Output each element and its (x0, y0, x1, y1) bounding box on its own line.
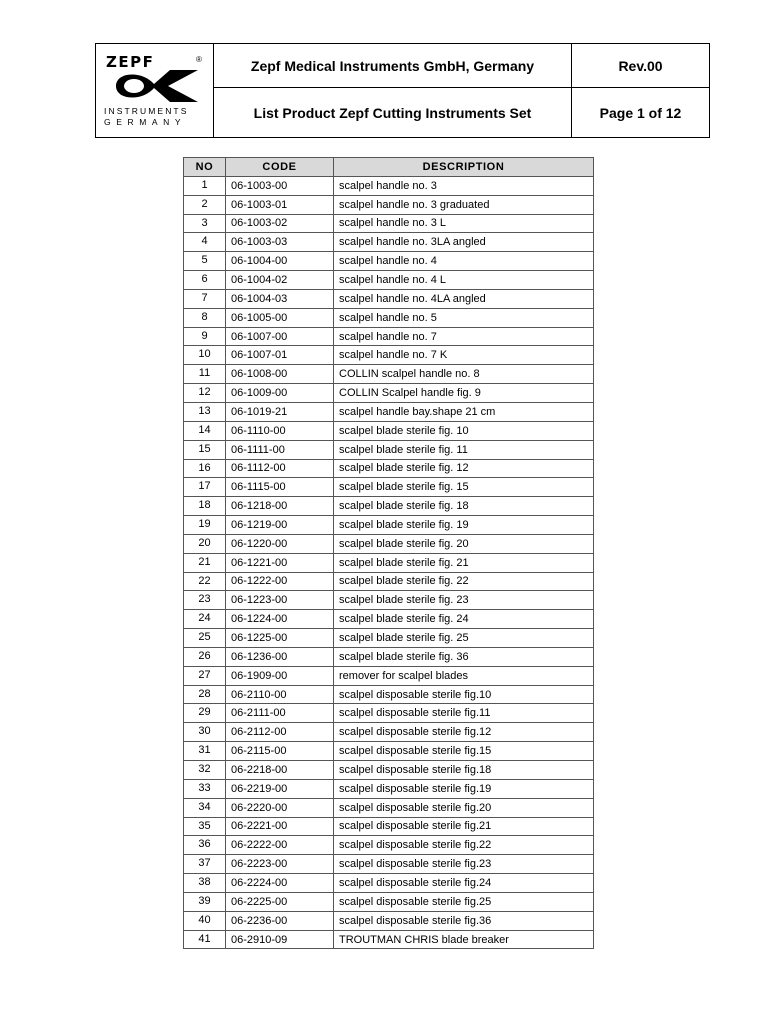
product-code: 06-1004-03 (226, 289, 334, 308)
product-description: scalpel handle no. 3 L (334, 214, 594, 233)
product-description: scalpel handle no. 3LA angled (334, 233, 594, 252)
table-row (184, 892, 594, 911)
row-number: 30 (184, 723, 226, 742)
table-row (184, 855, 594, 874)
table-row (184, 384, 594, 403)
product-description: scalpel disposable sterile fig.19 (334, 779, 594, 798)
table-row (184, 685, 594, 704)
product-code: 06-1223-00 (226, 591, 334, 610)
company-name: Zepf Medical Instruments GmbH, Germany (250, 57, 535, 74)
product-description: scalpel blade sterile fig. 25 (334, 629, 594, 648)
table-row (184, 817, 594, 836)
product-description: scalpel blade sterile fig. 15 (334, 478, 594, 497)
row-number: 36 (184, 836, 226, 855)
row-number: 6 (184, 271, 226, 290)
product-description: scalpel disposable sterile fig.22 (334, 836, 594, 855)
product-description: scalpel blade sterile fig. 19 (334, 516, 594, 535)
row-number: 26 (184, 647, 226, 666)
table-row (184, 308, 594, 327)
product-description: scalpel blade sterile fig. 36 (334, 647, 594, 666)
product-description: scalpel disposable sterile fig.21 (334, 817, 594, 836)
product-description: scalpel blade sterile fig. 11 (334, 440, 594, 459)
table-row (184, 233, 594, 252)
product-description: scalpel handle no. 4 L (334, 271, 594, 290)
product-table (183, 157, 594, 949)
column-header-code: CODE (226, 158, 334, 177)
table-row (184, 704, 594, 723)
row-number: 25 (184, 629, 226, 648)
product-code: 06-1009-00 (226, 384, 334, 403)
product-code: 06-2115-00 (226, 742, 334, 761)
alpha-emblem-icon (104, 68, 204, 104)
row-number: 7 (184, 289, 226, 308)
product-description: remover for scalpel blades (334, 666, 594, 685)
table-row (184, 761, 594, 780)
product-description: COLLIN Scalpel handle fig. 9 (334, 384, 594, 403)
product-code: 06-2221-00 (226, 817, 334, 836)
table-row (184, 346, 594, 365)
product-code: 06-1003-01 (226, 195, 334, 214)
row-number: 40 (184, 911, 226, 930)
logo-subtitle-instruments: INSTRUMENTS (104, 106, 189, 116)
row-number: 1 (184, 176, 226, 195)
row-number: 23 (184, 591, 226, 610)
product-code: 06-1004-00 (226, 252, 334, 271)
document-title: List Product Zepf Cutting Instruments Set (253, 104, 532, 121)
product-code: 06-2222-00 (226, 836, 334, 855)
table-row (184, 874, 594, 893)
product-code: 06-1909-00 (226, 666, 334, 685)
table-row (184, 176, 594, 195)
product-code: 06-1225-00 (226, 629, 334, 648)
row-number: 31 (184, 742, 226, 761)
product-description: scalpel handle no. 3 graduated (334, 195, 594, 214)
column-header-description: DESCRIPTION (334, 158, 594, 177)
product-code: 06-1112-00 (226, 459, 334, 478)
table-header-row (184, 158, 594, 177)
row-number: 12 (184, 384, 226, 403)
product-code: 06-1007-01 (226, 346, 334, 365)
row-number: 5 (184, 252, 226, 271)
row-number: 9 (184, 327, 226, 346)
product-code: 06-1111-00 (226, 440, 334, 459)
product-description: scalpel disposable sterile fig.11 (334, 704, 594, 723)
table-row (184, 666, 594, 685)
product-code: 06-1220-00 (226, 534, 334, 553)
table-row (184, 647, 594, 666)
product-code: 06-2219-00 (226, 779, 334, 798)
logo-subtitle-germany: GERMANY (104, 117, 187, 127)
product-code: 06-1019-21 (226, 402, 334, 421)
table-row (184, 836, 594, 855)
column-header-no: NO (184, 158, 226, 177)
zepf-logo (96, 44, 213, 137)
product-description: scalpel disposable sterile fig.10 (334, 685, 594, 704)
table-row (184, 402, 594, 421)
row-number: 10 (184, 346, 226, 365)
table-row (184, 421, 594, 440)
row-number: 39 (184, 892, 226, 911)
table-row (184, 271, 594, 290)
product-code: 06-1003-03 (226, 233, 334, 252)
product-code: 06-1008-00 (226, 365, 334, 384)
row-number: 13 (184, 402, 226, 421)
table-row (184, 252, 594, 271)
table-row (184, 610, 594, 629)
row-number: 32 (184, 761, 226, 780)
table-row (184, 440, 594, 459)
row-number: 41 (184, 930, 226, 949)
product-description: scalpel disposable sterile fig.23 (334, 855, 594, 874)
row-number: 28 (184, 685, 226, 704)
product-code: 06-1005-00 (226, 308, 334, 327)
table-row (184, 478, 594, 497)
product-description: scalpel disposable sterile fig.36 (334, 911, 594, 930)
table-row (184, 930, 594, 949)
product-code: 06-1003-02 (226, 214, 334, 233)
page-indicator: Page 1 of 12 (599, 104, 682, 121)
row-number: 15 (184, 440, 226, 459)
table-row (184, 572, 594, 591)
product-description: scalpel blade sterile fig. 20 (334, 534, 594, 553)
row-number: 19 (184, 516, 226, 535)
product-code: 06-2224-00 (226, 874, 334, 893)
product-description: scalpel blade sterile fig. 22 (334, 572, 594, 591)
row-number: 18 (184, 497, 226, 516)
product-code: 06-1007-00 (226, 327, 334, 346)
table-row (184, 779, 594, 798)
row-number: 2 (184, 195, 226, 214)
table-row (184, 911, 594, 930)
product-code: 06-1224-00 (226, 610, 334, 629)
product-description: scalpel blade sterile fig. 18 (334, 497, 594, 516)
product-description: scalpel handle no. 7 (334, 327, 594, 346)
product-description: scalpel disposable sterile fig.24 (334, 874, 594, 893)
product-description: TROUTMAN CHRIS blade breaker (334, 930, 594, 949)
row-number: 21 (184, 553, 226, 572)
product-code: 06-2218-00 (226, 761, 334, 780)
logo-brand-text: ZEPF (106, 53, 155, 71)
table-row (184, 289, 594, 308)
product-code: 06-1219-00 (226, 516, 334, 535)
product-description: scalpel disposable sterile fig.12 (334, 723, 594, 742)
table-row (184, 534, 594, 553)
row-number: 14 (184, 421, 226, 440)
product-code: 06-2910-09 (226, 930, 334, 949)
product-code: 06-2225-00 (226, 892, 334, 911)
table-body (184, 176, 594, 949)
product-code: 06-1218-00 (226, 497, 334, 516)
product-code: 06-1003-00 (226, 176, 334, 195)
product-description: scalpel handle no. 3 (334, 176, 594, 195)
product-description: scalpel blade sterile fig. 24 (334, 610, 594, 629)
product-description: scalpel handle no. 5 (334, 308, 594, 327)
row-number: 24 (184, 610, 226, 629)
product-description: scalpel blade sterile fig. 23 (334, 591, 594, 610)
product-code: 06-2110-00 (226, 685, 334, 704)
product-code: 06-1236-00 (226, 647, 334, 666)
product-code: 06-2112-00 (226, 723, 334, 742)
row-number: 11 (184, 365, 226, 384)
product-description: scalpel blade sterile fig. 12 (334, 459, 594, 478)
row-number: 3 (184, 214, 226, 233)
product-code: 06-1004-02 (226, 271, 334, 290)
document-header (95, 43, 710, 138)
row-number: 16 (184, 459, 226, 478)
row-number: 38 (184, 874, 226, 893)
table-row (184, 459, 594, 478)
table-row (184, 516, 594, 535)
table-row (184, 553, 594, 572)
product-code: 06-1222-00 (226, 572, 334, 591)
product-code: 06-1221-00 (226, 553, 334, 572)
row-number: 33 (184, 779, 226, 798)
product-code: 06-2220-00 (226, 798, 334, 817)
row-number: 17 (184, 478, 226, 497)
product-description: scalpel disposable sterile fig.25 (334, 892, 594, 911)
product-code: 06-1115-00 (226, 478, 334, 497)
row-number: 35 (184, 817, 226, 836)
row-number: 34 (184, 798, 226, 817)
row-number: 37 (184, 855, 226, 874)
product-description: scalpel handle no. 4 (334, 252, 594, 271)
revision-label: Rev.00 (618, 57, 663, 74)
row-number: 4 (184, 233, 226, 252)
row-number: 27 (184, 666, 226, 685)
table-row (184, 723, 594, 742)
table-row (184, 629, 594, 648)
table-row (184, 327, 594, 346)
table-row (184, 195, 594, 214)
product-description: scalpel blade sterile fig. 21 (334, 553, 594, 572)
row-number: 20 (184, 534, 226, 553)
product-description: scalpel disposable sterile fig.18 (334, 761, 594, 780)
row-number: 22 (184, 572, 226, 591)
product-code: 06-2223-00 (226, 855, 334, 874)
product-description: COLLIN scalpel handle no. 8 (334, 365, 594, 384)
product-code: 06-2111-00 (226, 704, 334, 723)
product-description: scalpel handle no. 7 K (334, 346, 594, 365)
row-number: 8 (184, 308, 226, 327)
product-description: scalpel blade sterile fig. 10 (334, 421, 594, 440)
product-description: scalpel handle bay.shape 21 cm (334, 402, 594, 421)
product-description: scalpel handle no. 4LA angled (334, 289, 594, 308)
table-row (184, 591, 594, 610)
table-row (184, 742, 594, 761)
table-row (184, 365, 594, 384)
product-code: 06-1110-00 (226, 421, 334, 440)
table-row (184, 798, 594, 817)
product-description: scalpel disposable sterile fig.15 (334, 742, 594, 761)
registered-mark: ® (196, 55, 202, 64)
product-description: scalpel disposable sterile fig.20 (334, 798, 594, 817)
table-row (184, 497, 594, 516)
table-row (184, 214, 594, 233)
product-code: 06-2236-00 (226, 911, 334, 930)
row-number: 29 (184, 704, 226, 723)
